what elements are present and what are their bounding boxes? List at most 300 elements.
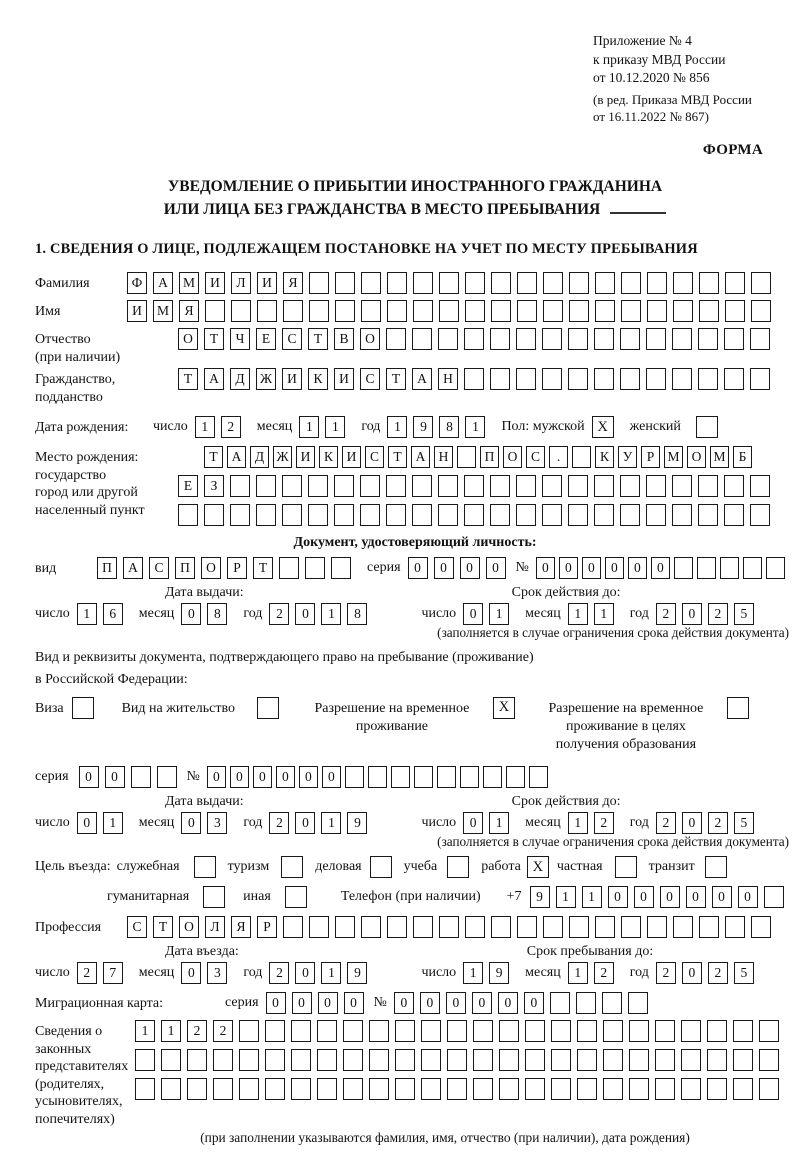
char-cell[interactable] <box>412 475 432 497</box>
char-cell[interactable] <box>213 1049 233 1071</box>
purpose-tourism-checkbox[interactable] <box>281 856 303 878</box>
char-cell[interactable]: С <box>365 446 384 468</box>
char-cell[interactable]: 2 <box>213 1020 233 1042</box>
char-cell[interactable] <box>413 272 433 294</box>
char-cell[interactable]: Я <box>283 272 303 294</box>
char-cell[interactable]: Т <box>153 916 173 938</box>
temp-residence-checkbox[interactable]: X <box>493 697 515 719</box>
char-cell[interactable] <box>369 1078 389 1100</box>
char-cell[interactable]: С <box>149 557 169 579</box>
char-cell[interactable]: Т <box>308 328 328 350</box>
char-cell[interactable] <box>595 300 615 322</box>
char-cell[interactable]: 5 <box>734 812 754 834</box>
char-cell[interactable] <box>698 504 718 526</box>
char-cell[interactable] <box>178 504 198 526</box>
char-cell[interactable] <box>447 1049 467 1071</box>
char-cell[interactable] <box>621 272 641 294</box>
char-cell[interactable]: Т <box>386 368 406 390</box>
char-cell[interactable]: М <box>664 446 683 468</box>
char-cell[interactable] <box>751 272 771 294</box>
char-cell[interactable] <box>750 504 770 526</box>
char-cell[interactable]: 0 <box>295 962 315 984</box>
char-cell[interactable] <box>542 504 562 526</box>
char-cell[interactable] <box>629 1020 649 1042</box>
char-cell[interactable]: 1 <box>321 962 341 984</box>
char-cell[interactable]: 2 <box>269 603 289 625</box>
char-cell[interactable] <box>698 328 718 350</box>
char-cell[interactable] <box>577 1020 597 1042</box>
char-cell[interactable] <box>751 300 771 322</box>
char-cell[interactable]: А <box>411 446 430 468</box>
char-cell[interactable]: 1 <box>594 603 614 625</box>
char-cell[interactable]: 0 <box>682 962 702 984</box>
char-cell[interactable] <box>230 504 250 526</box>
char-cell[interactable]: О <box>178 328 198 350</box>
char-cell[interactable] <box>239 1020 259 1042</box>
char-cell[interactable] <box>681 1078 701 1100</box>
char-cell[interactable] <box>576 992 596 1014</box>
char-cell[interactable]: 0 <box>738 886 758 908</box>
char-cell[interactable] <box>674 557 693 579</box>
char-cell[interactable] <box>681 1020 701 1042</box>
char-cell[interactable] <box>473 1049 493 1071</box>
char-cell[interactable]: А <box>204 368 224 390</box>
char-cell[interactable]: Ж <box>256 368 276 390</box>
education-residence-checkbox[interactable] <box>727 697 749 719</box>
char-cell[interactable] <box>386 475 406 497</box>
char-cell[interactable] <box>516 504 536 526</box>
char-cell[interactable]: 1 <box>556 886 576 908</box>
char-cell[interactable]: Н <box>438 368 458 390</box>
char-cell[interactable] <box>516 475 536 497</box>
char-cell[interactable] <box>647 916 667 938</box>
char-cell[interactable]: У <box>618 446 637 468</box>
char-cell[interactable]: 2 <box>77 962 97 984</box>
char-cell[interactable]: Р <box>641 446 660 468</box>
char-cell[interactable]: 1 <box>489 812 509 834</box>
char-cell[interactable]: Е <box>178 475 198 497</box>
char-cell[interactable] <box>595 272 615 294</box>
char-cell[interactable] <box>725 272 745 294</box>
char-cell[interactable] <box>317 1049 337 1071</box>
char-cell[interactable]: А <box>123 557 143 579</box>
char-cell[interactable]: 0 <box>605 557 624 579</box>
char-cell[interactable] <box>361 272 381 294</box>
char-cell[interactable]: О <box>360 328 380 350</box>
char-cell[interactable] <box>602 992 622 1014</box>
char-cell[interactable] <box>334 504 354 526</box>
char-cell[interactable]: 1 <box>135 1020 155 1042</box>
char-cell[interactable]: 0 <box>77 812 97 834</box>
char-cell[interactable]: 0 <box>660 886 680 908</box>
char-cell[interactable] <box>279 557 299 579</box>
char-cell[interactable]: 0 <box>472 992 492 1014</box>
char-cell[interactable] <box>464 504 484 526</box>
char-cell[interactable] <box>759 1020 779 1042</box>
char-cell[interactable]: 0 <box>292 992 312 1014</box>
char-cell[interactable] <box>673 916 693 938</box>
char-cell[interactable] <box>603 1020 623 1042</box>
char-cell[interactable]: Ч <box>230 328 250 350</box>
char-cell[interactable] <box>265 1078 285 1100</box>
char-cell[interactable]: 0 <box>230 766 249 788</box>
char-cell[interactable] <box>764 886 784 908</box>
char-cell[interactable]: 0 <box>105 766 125 788</box>
char-cell[interactable]: 1 <box>299 416 319 438</box>
char-cell[interactable] <box>161 1049 181 1071</box>
char-cell[interactable]: И <box>334 368 354 390</box>
char-cell[interactable] <box>265 1020 285 1042</box>
char-cell[interactable]: В <box>334 328 354 350</box>
char-cell[interactable] <box>439 272 459 294</box>
char-cell[interactable] <box>699 272 719 294</box>
char-cell[interactable] <box>282 475 302 497</box>
char-cell[interactable] <box>305 557 325 579</box>
char-cell[interactable]: 5 <box>734 603 754 625</box>
char-cell[interactable]: 9 <box>347 812 367 834</box>
char-cell[interactable] <box>447 1020 467 1042</box>
char-cell[interactable] <box>525 1020 545 1042</box>
char-cell[interactable]: 0 <box>463 812 483 834</box>
char-cell[interactable]: 0 <box>682 603 702 625</box>
purpose-official-checkbox[interactable] <box>194 856 216 878</box>
char-cell[interactable]: 2 <box>656 812 676 834</box>
char-cell[interactable] <box>517 300 537 322</box>
char-cell[interactable]: 3 <box>207 812 227 834</box>
char-cell[interactable] <box>750 475 770 497</box>
char-cell[interactable]: 0 <box>276 766 295 788</box>
char-cell[interactable]: 0 <box>524 992 544 1014</box>
char-cell[interactable] <box>699 916 719 938</box>
char-cell[interactable] <box>395 1020 415 1042</box>
char-cell[interactable]: О <box>687 446 706 468</box>
char-cell[interactable] <box>308 504 328 526</box>
char-cell[interactable]: М <box>153 300 173 322</box>
char-cell[interactable]: Д <box>230 368 250 390</box>
char-cell[interactable] <box>707 1049 727 1071</box>
char-cell[interactable]: 8 <box>347 603 367 625</box>
char-cell[interactable] <box>594 328 614 350</box>
char-cell[interactable] <box>568 504 588 526</box>
char-cell[interactable] <box>157 766 177 788</box>
purpose-private-checkbox[interactable] <box>615 856 637 878</box>
char-cell[interactable]: 9 <box>530 886 550 908</box>
char-cell[interactable]: С <box>360 368 380 390</box>
char-cell[interactable] <box>655 1049 675 1071</box>
char-cell[interactable]: 0 <box>299 766 318 788</box>
char-cell[interactable] <box>594 504 614 526</box>
char-cell[interactable] <box>766 557 785 579</box>
char-cell[interactable] <box>465 272 485 294</box>
char-cell[interactable] <box>543 272 563 294</box>
char-cell[interactable]: 0 <box>420 992 440 1014</box>
char-cell[interactable]: А <box>412 368 432 390</box>
char-cell[interactable] <box>550 992 570 1014</box>
char-cell[interactable] <box>438 328 458 350</box>
char-cell[interactable] <box>387 300 407 322</box>
char-cell[interactable] <box>551 1078 571 1100</box>
char-cell[interactable] <box>628 992 648 1014</box>
char-cell[interactable] <box>187 1078 207 1100</box>
char-cell[interactable] <box>457 446 476 468</box>
char-cell[interactable] <box>135 1049 155 1071</box>
char-cell[interactable] <box>464 475 484 497</box>
char-cell[interactable] <box>395 1078 415 1100</box>
char-cell[interactable] <box>551 1049 571 1071</box>
char-cell[interactable] <box>759 1049 779 1071</box>
char-cell[interactable] <box>655 1020 675 1042</box>
char-cell[interactable] <box>205 300 225 322</box>
char-cell[interactable]: 2 <box>656 603 676 625</box>
char-cell[interactable]: Б <box>733 446 752 468</box>
char-cell[interactable]: Я <box>179 300 199 322</box>
char-cell[interactable] <box>620 328 640 350</box>
char-cell[interactable] <box>361 300 381 322</box>
char-cell[interactable] <box>412 504 432 526</box>
char-cell[interactable] <box>759 1078 779 1100</box>
char-cell[interactable] <box>421 1020 441 1042</box>
char-cell[interactable] <box>551 1020 571 1042</box>
char-cell[interactable] <box>283 916 303 938</box>
char-cell[interactable]: 0 <box>582 557 601 579</box>
char-cell[interactable] <box>473 1078 493 1100</box>
char-cell[interactable] <box>568 368 588 390</box>
char-cell[interactable] <box>672 368 692 390</box>
char-cell[interactable] <box>697 557 716 579</box>
char-cell[interactable]: Т <box>204 328 224 350</box>
char-cell[interactable] <box>331 557 351 579</box>
char-cell[interactable]: 9 <box>413 416 433 438</box>
char-cell[interactable] <box>490 504 510 526</box>
char-cell[interactable]: 2 <box>708 962 728 984</box>
char-cell[interactable]: Ф <box>127 272 147 294</box>
char-cell[interactable] <box>187 1049 207 1071</box>
char-cell[interactable]: М <box>710 446 729 468</box>
char-cell[interactable] <box>161 1078 181 1100</box>
char-cell[interactable] <box>499 1078 519 1100</box>
char-cell[interactable]: 0 <box>634 886 654 908</box>
char-cell[interactable] <box>499 1049 519 1071</box>
char-cell[interactable] <box>499 1020 519 1042</box>
char-cell[interactable] <box>387 272 407 294</box>
char-cell[interactable] <box>543 300 563 322</box>
char-cell[interactable] <box>291 1020 311 1042</box>
char-cell[interactable] <box>620 368 640 390</box>
char-cell[interactable] <box>439 916 459 938</box>
char-cell[interactable] <box>335 272 355 294</box>
char-cell[interactable] <box>621 916 641 938</box>
char-cell[interactable] <box>525 1078 545 1100</box>
char-cell[interactable] <box>724 328 744 350</box>
char-cell[interactable]: Р <box>227 557 247 579</box>
char-cell[interactable]: 0 <box>79 766 99 788</box>
char-cell[interactable]: 0 <box>446 992 466 1014</box>
gender-male-checkbox[interactable]: X <box>592 416 614 438</box>
char-cell[interactable]: Т <box>388 446 407 468</box>
char-cell[interactable] <box>542 475 562 497</box>
char-cell[interactable]: 1 <box>387 416 407 438</box>
char-cell[interactable] <box>629 1078 649 1100</box>
char-cell[interactable]: Я <box>231 916 251 938</box>
char-cell[interactable]: 1 <box>77 603 97 625</box>
char-cell[interactable]: 0 <box>344 992 364 1014</box>
char-cell[interactable] <box>343 1049 363 1071</box>
char-cell[interactable]: 0 <box>181 603 201 625</box>
char-cell[interactable]: 1 <box>195 416 215 438</box>
char-cell[interactable] <box>720 557 739 579</box>
char-cell[interactable] <box>395 1049 415 1071</box>
char-cell[interactable]: 0 <box>207 766 226 788</box>
char-cell[interactable] <box>543 916 563 938</box>
char-cell[interactable] <box>256 504 276 526</box>
char-cell[interactable] <box>672 328 692 350</box>
char-cell[interactable] <box>265 1049 285 1071</box>
char-cell[interactable] <box>309 300 329 322</box>
char-cell[interactable]: 8 <box>207 603 227 625</box>
char-cell[interactable]: 0 <box>682 812 702 834</box>
char-cell[interactable]: 0 <box>486 557 506 579</box>
char-cell[interactable] <box>343 1020 363 1042</box>
char-cell[interactable]: П <box>175 557 195 579</box>
char-cell[interactable] <box>673 300 693 322</box>
char-cell[interactable]: Л <box>231 272 251 294</box>
char-cell[interactable]: 0 <box>394 992 414 1014</box>
purpose-other-checkbox[interactable] <box>285 886 307 908</box>
char-cell[interactable] <box>490 368 510 390</box>
char-cell[interactable] <box>733 1078 753 1100</box>
char-cell[interactable] <box>490 475 510 497</box>
char-cell[interactable] <box>239 1049 259 1071</box>
char-cell[interactable]: 0 <box>608 886 628 908</box>
char-cell[interactable] <box>421 1078 441 1100</box>
char-cell[interactable]: . <box>549 446 568 468</box>
char-cell[interactable] <box>335 300 355 322</box>
char-cell[interactable]: 1 <box>325 416 345 438</box>
char-cell[interactable] <box>464 368 484 390</box>
char-cell[interactable] <box>751 916 771 938</box>
char-cell[interactable] <box>724 368 744 390</box>
char-cell[interactable]: 5 <box>734 962 754 984</box>
purpose-transit-checkbox[interactable] <box>705 856 727 878</box>
char-cell[interactable] <box>621 300 641 322</box>
char-cell[interactable]: 0 <box>712 886 732 908</box>
char-cell[interactable]: 1 <box>465 416 485 438</box>
char-cell[interactable]: 2 <box>594 962 614 984</box>
char-cell[interactable]: 6 <box>103 603 123 625</box>
char-cell[interactable]: 0 <box>181 812 201 834</box>
char-cell[interactable] <box>291 1078 311 1100</box>
char-cell[interactable] <box>343 1078 363 1100</box>
char-cell[interactable]: 8 <box>439 416 459 438</box>
char-cell[interactable]: С <box>282 328 302 350</box>
char-cell[interactable]: 3 <box>207 962 227 984</box>
char-cell[interactable]: К <box>308 368 328 390</box>
char-cell[interactable] <box>204 504 224 526</box>
char-cell[interactable]: 2 <box>708 812 728 834</box>
char-cell[interactable]: О <box>201 557 221 579</box>
char-cell[interactable]: 9 <box>347 962 367 984</box>
char-cell[interactable]: Н <box>434 446 453 468</box>
char-cell[interactable] <box>369 1049 389 1071</box>
char-cell[interactable]: 0 <box>253 766 272 788</box>
char-cell[interactable]: Д <box>250 446 269 468</box>
char-cell[interactable]: 0 <box>536 557 555 579</box>
char-cell[interactable]: И <box>342 446 361 468</box>
purpose-humanitarian-checkbox[interactable] <box>203 886 225 908</box>
char-cell[interactable]: 0 <box>434 557 454 579</box>
char-cell[interactable] <box>672 504 692 526</box>
char-cell[interactable] <box>725 300 745 322</box>
char-cell[interactable] <box>542 328 562 350</box>
char-cell[interactable] <box>386 504 406 526</box>
char-cell[interactable]: К <box>595 446 614 468</box>
char-cell[interactable]: 0 <box>408 557 428 579</box>
char-cell[interactable] <box>655 1078 675 1100</box>
char-cell[interactable] <box>698 475 718 497</box>
char-cell[interactable] <box>525 1049 545 1071</box>
char-cell[interactable]: 1 <box>568 812 588 834</box>
char-cell[interactable] <box>672 475 692 497</box>
char-cell[interactable] <box>438 504 458 526</box>
char-cell[interactable] <box>646 504 666 526</box>
gender-female-checkbox[interactable] <box>696 416 718 438</box>
char-cell[interactable] <box>699 300 719 322</box>
char-cell[interactable]: И <box>296 446 315 468</box>
char-cell[interactable]: И <box>205 272 225 294</box>
char-cell[interactable]: 1 <box>582 886 602 908</box>
char-cell[interactable]: Р <box>257 916 277 938</box>
char-cell[interactable] <box>577 1078 597 1100</box>
char-cell[interactable] <box>464 328 484 350</box>
char-cell[interactable]: К <box>319 446 338 468</box>
char-cell[interactable] <box>231 300 251 322</box>
char-cell[interactable] <box>603 1049 623 1071</box>
char-cell[interactable]: 2 <box>269 962 289 984</box>
char-cell[interactable]: 2 <box>656 962 676 984</box>
char-cell[interactable] <box>421 1049 441 1071</box>
char-cell[interactable] <box>620 475 640 497</box>
char-cell[interactable] <box>629 1049 649 1071</box>
char-cell[interactable] <box>569 272 589 294</box>
char-cell[interactable] <box>335 916 355 938</box>
char-cell[interactable] <box>743 557 762 579</box>
char-cell[interactable] <box>594 368 614 390</box>
char-cell[interactable]: 2 <box>269 812 289 834</box>
char-cell[interactable] <box>360 475 380 497</box>
char-cell[interactable] <box>413 300 433 322</box>
char-cell[interactable]: 0 <box>318 992 338 1014</box>
char-cell[interactable] <box>360 504 380 526</box>
char-cell[interactable]: А <box>153 272 173 294</box>
char-cell[interactable] <box>646 328 666 350</box>
char-cell[interactable] <box>646 368 666 390</box>
char-cell[interactable] <box>291 1049 311 1071</box>
char-cell[interactable] <box>516 328 536 350</box>
char-cell[interactable] <box>698 368 718 390</box>
char-cell[interactable]: 0 <box>628 557 647 579</box>
char-cell[interactable]: 1 <box>321 812 341 834</box>
char-cell[interactable]: И <box>282 368 302 390</box>
char-cell[interactable]: И <box>127 300 147 322</box>
char-cell[interactable] <box>568 475 588 497</box>
char-cell[interactable] <box>681 1049 701 1071</box>
char-cell[interactable] <box>387 916 407 938</box>
char-cell[interactable] <box>724 504 744 526</box>
char-cell[interactable] <box>647 300 667 322</box>
char-cell[interactable] <box>257 300 277 322</box>
char-cell[interactable] <box>413 916 433 938</box>
char-cell[interactable]: С <box>526 446 545 468</box>
